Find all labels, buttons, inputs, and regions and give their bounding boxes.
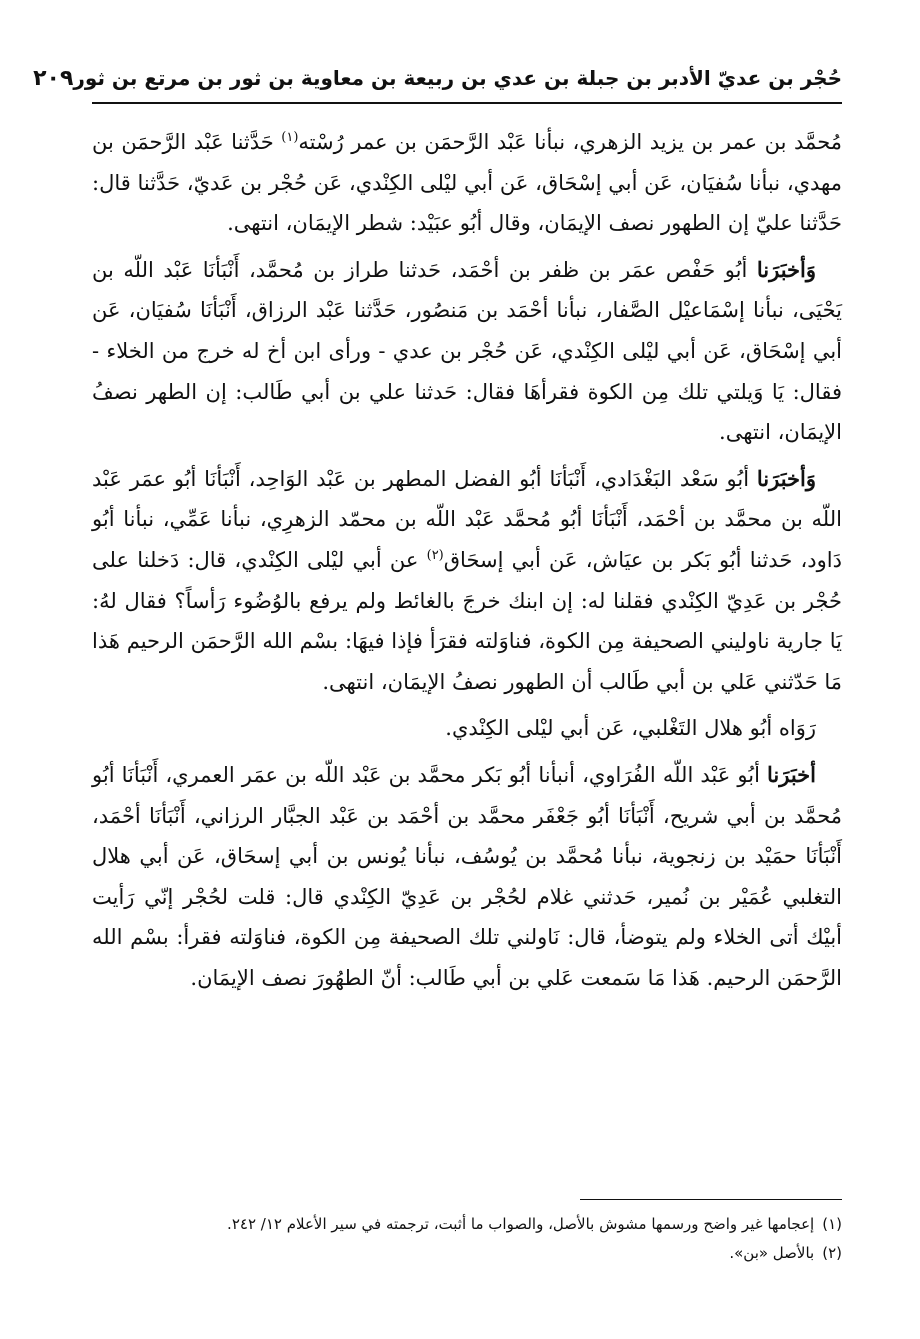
footnote-ref-2: (٢) — [426, 547, 444, 563]
footnote-mark: (٢) — [822, 1244, 842, 1262]
running-title: حُجْر بن عديّ الأدبر بن جبلة بن عدي بن ربيعة بن معاوية بن ثور بن مرتع بن ثور — [73, 66, 842, 90]
footnote-1 — [92, 1210, 842, 1239]
paragraph-text: رَوَاه أبُو هلال التَغْلبي، عَن أبي ليْلى الكِنْدي. — [445, 716, 816, 741]
paragraph-text: أبُو سَعْد البَغْدَادي، أَنْبَأنَا أبُو الفضل المطهر بن عَبْد الوَاحِد، أَنْبَأنَا أبُو عمَر عَبْد اللّه بن محمَّد بن أحْمَد، أَنْبَأنَا أبُو مُحمَّد عَبْد اللّه بن محمّد الزهرِي، نبأنا عَمِّي، نبأنا أبُو دَاود، حَدثنا أبُو بَكر بن عيَاش، عَن أبي إسحَاق — [92, 466, 842, 572]
paragraph-text-continued: عن أبي ليْلى الكِنْدي، قال: دَخلنا على حُجْر بن عَدِيّ الكِنْدي فقلنا له: إن ابنك خرجَ بالغائط ولم يرفع بالوُضُوء رَأساً؟ فقال لهُ: يَا جارية ناوليني الصحيفة مِن الكوة، فناوَلته فقرَأ فإذا فيهَا: بسْم الله الرَّحمَن الرحيم هَذا مَا حَدّثني عَلي بن أبي طَالب أن الطهور نصفُ الإيمَان، انتهى. — [92, 547, 842, 694]
page-header — [33, 58, 842, 98]
header-rule — [92, 102, 842, 104]
footnote-mark: (١) — [822, 1215, 842, 1233]
paragraph-text: أبُو عَبْد اللّه الفُرَاوي، أنبأنا أبُو بَكر محمَّد بن عَبْد اللّه بن عمَر العمري، أَنْبَأنَا أبُو مُحمَّد بن أبي شريح، أَنْبَأنَا أبُو جَعْفَر محمَّد بن أحْمَد بن عَبْد الجبَّار الرزاني، أَنْبَأنَا أحْمَد، أَنْبَأنَا حمَيْد بن زنجوية، نبأنا مُحمَّد بن يُوسُف، نبأنا يُونس بن أبي إسحَاق، عَن أبي هلال التغلبي عُمَيْر بن نُمير، حَدثني غلام لحُجْر بن عَدِيّ الكِنْدي قال: قلت لحُجْر إنّي رَأيت أبيْك أتى الخلاء ولم يتوضأ، قال: نَاولني تلك الصحيفة مِن الكوة، فناوَلته فقرأ: بسْم الله الرَّحمَن الرحيم. هَذا مَا سَمعت عَلي بن أبي طَالب: أنّ الطهُورَ نصف الإيمَان. — [92, 762, 842, 990]
footnote-2 — [92, 1239, 842, 1268]
paragraph-lead: وَأخبَرَنا — [756, 256, 816, 282]
paragraph-3 — [92, 459, 842, 703]
footnotes — [92, 1210, 842, 1268]
page-number: ٢٠٩ — [33, 65, 74, 91]
paragraph-2 — [92, 250, 842, 453]
footnote-text: بالأصل «بن». — [729, 1244, 815, 1262]
paragraph-lead: أخبَرَنا — [767, 761, 816, 787]
paragraph-lead: وَأخبَرَنا — [756, 465, 816, 491]
paragraph-1 — [92, 122, 842, 244]
footnote-text: إعجامها غير واضح ورسمها مشوش بالأصل، والصواب ما أثبت، ترجمته في سير الأعلام ١٢/ ٢٤٢. — [227, 1215, 815, 1233]
paragraph-text-continued: حَدَّثنا عَبْد الرَّحمَن بن مهدي، نبأنا سُفيَان، عَن أبي إسْحَاق، عَن أبي ليْلى الكِنْدي، عَن حُجْر بن عَديّ، حَدَّثنا قال: حَدَّثنا عليّ إن الطهور نصف الإيمَان، وقال أبُو عبَيْد: شطر الإيمَان، انتهى. — [92, 130, 842, 236]
paragraph-5 — [92, 755, 842, 999]
body-text — [92, 122, 842, 1004]
paragraph-text: مُحمَّد بن عمر بن يزيد الزهري، نبأنا عَبْد الرَّحمَن بن عمر رُسْته — [298, 130, 842, 154]
footnote-ref-1: (١) — [281, 130, 299, 145]
paragraph-text: أبُو حَفْص عمَر بن ظفر بن أحْمَد، حَدثنا طراز بن مُحمَّد، أَنْبَأنَا عَبْد اللّه بن يَحْيَى، نبأنا إسْمَاعيْل الصَّفار، نبأنا أحْمَد بن مَنصُور، حَدَّثنا عَبْد الرزاق، أَنْبَأنَا سُفيَان، عَن أبي إسْحَاق، عَن أبي ليْلى الكِنْدي، عَن حُجْر بن عدي - ورأى ابن أخ له خرج من الخلاء - فقال: يَا وَيلتي تلك مِن الكوة فقرأهَا فقال: حَدثنا علي بن أبي طَالب: إن الطهر نصفُ الإيمَان، انتهى. — [92, 257, 842, 445]
footnote-separator — [580, 1199, 842, 1200]
paragraph-4 — [92, 708, 842, 749]
